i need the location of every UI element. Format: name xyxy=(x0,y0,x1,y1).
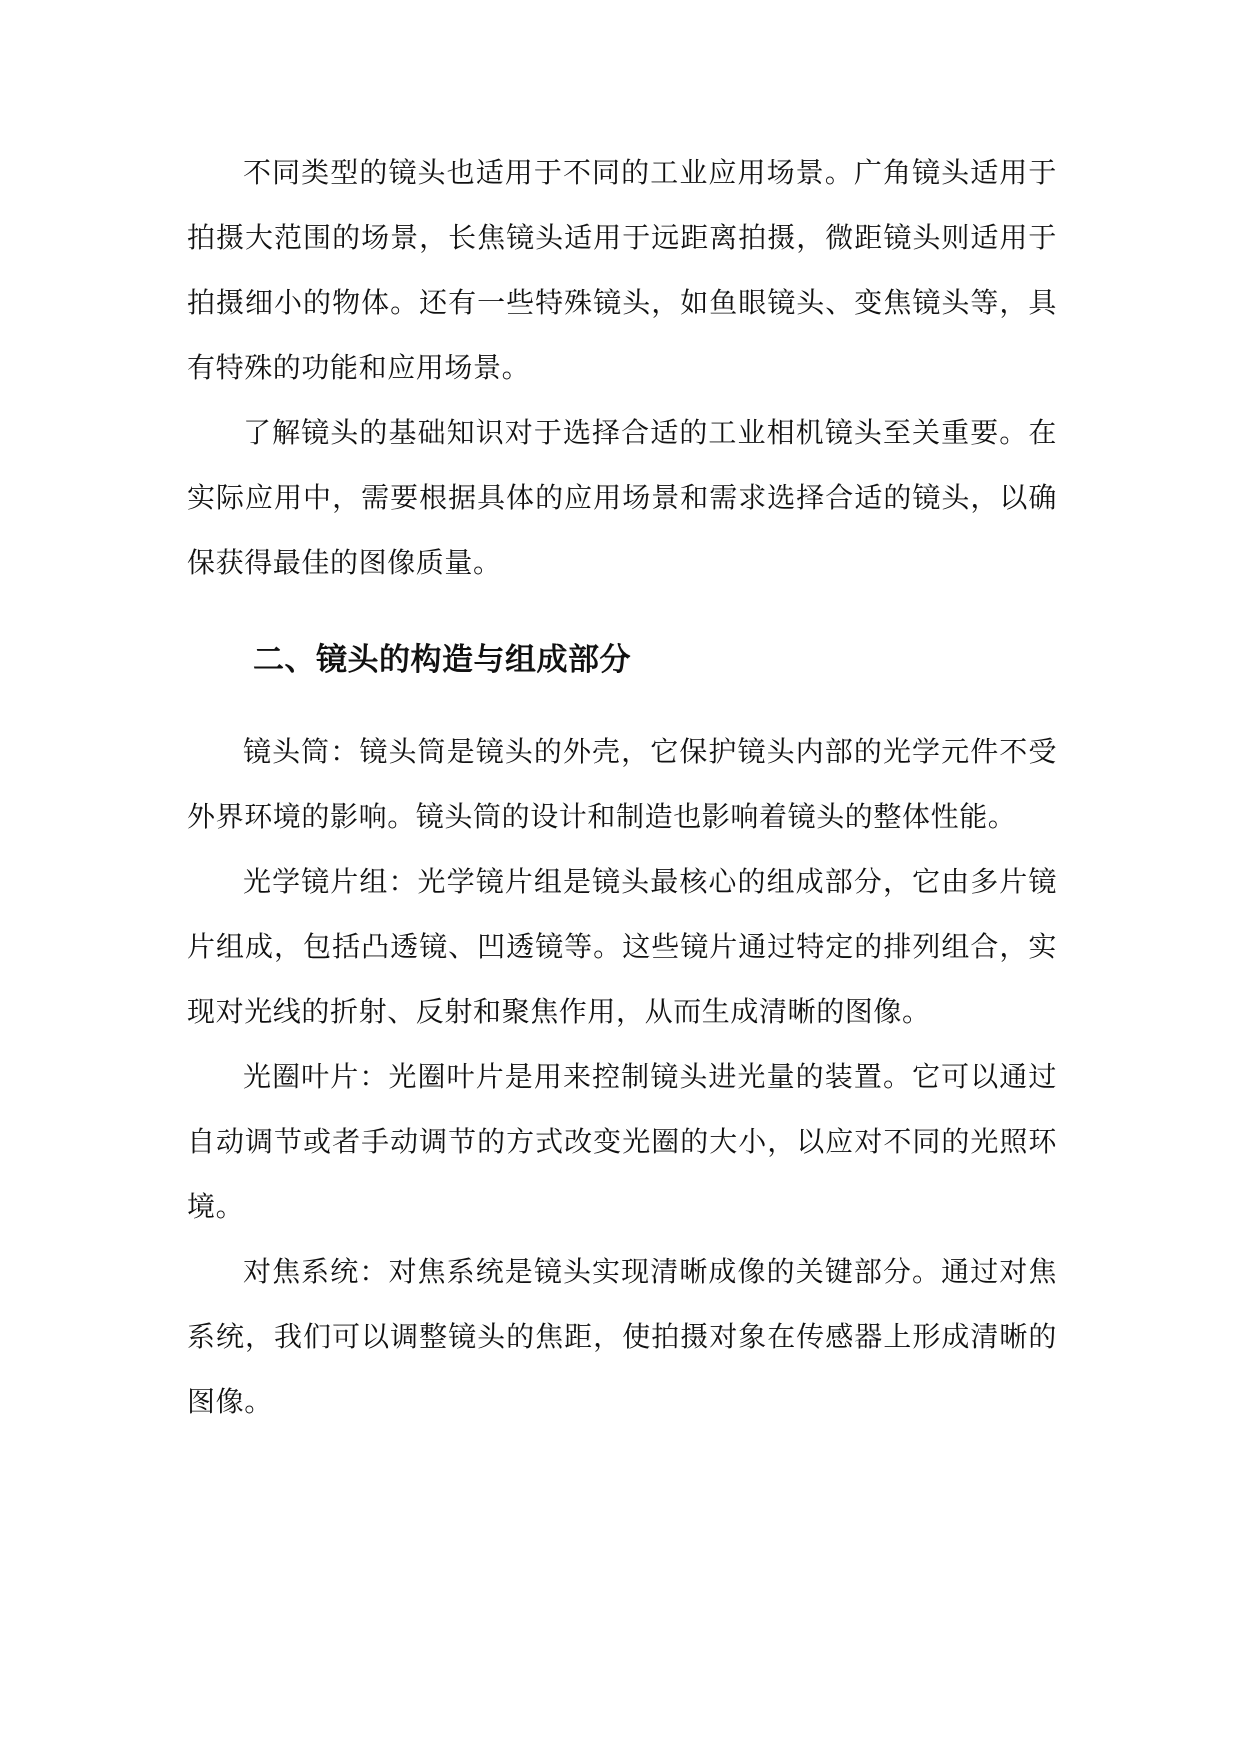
document-body xyxy=(187,140,1057,1434)
section-heading: 二、镜头的构造与组成部分 xyxy=(253,642,631,678)
paragraph-lens-types: 不同类型的镜头也适用于不同的工业应用场景。广角镜头适用于拍摄大范围的场景，长焦镜头适用于远距离拍摄，微距镜头则适用于拍摄细小的物体。还有一些特殊镜头，如鱼眼镜头、变焦镜头等，具有特殊的功能和应用场景。 xyxy=(187,156,1057,384)
paragraph-lens-barrel: 镜头筒：镜头筒是镜头的外壳，它保护镜头内部的光学元件不受外界环境的影响。镜头筒的设计和制造也影响着镜头的整体性能。 xyxy=(187,735,1057,833)
paragraph-lens-basics: 了解镜头的基础知识对于选择合适的工业相机镜头至关重要。在实际应用中，需要根据具体的应用场景和需求选择合适的镜头，以确保获得最佳的图像质量。 xyxy=(187,416,1057,579)
paragraph-focus-system: 对焦系统：对焦系统是镜头实现清晰成像的关键部分。通过对焦系统，我们可以调整镜头的焦距，使拍摄对象在传感器上形成清晰的图像。 xyxy=(187,1255,1057,1418)
paragraph-aperture-blades: 光圈叶片：光圈叶片是用来控制镜头进光量的装置。它可以通过自动调节或者手动调节的方式改变光圈的大小，以应对不同的光照环境。 xyxy=(187,1060,1057,1223)
paragraph-optical-lens-group: 光学镜片组：光学镜片组是镜头最核心的组成部分，它由多片镜片组成，包括凸透镜、凹透镜等。这些镜片通过特定的排列组合，实现对光线的折射、反射和聚焦作用，从而生成清晰的图像。 xyxy=(187,865,1057,1028)
